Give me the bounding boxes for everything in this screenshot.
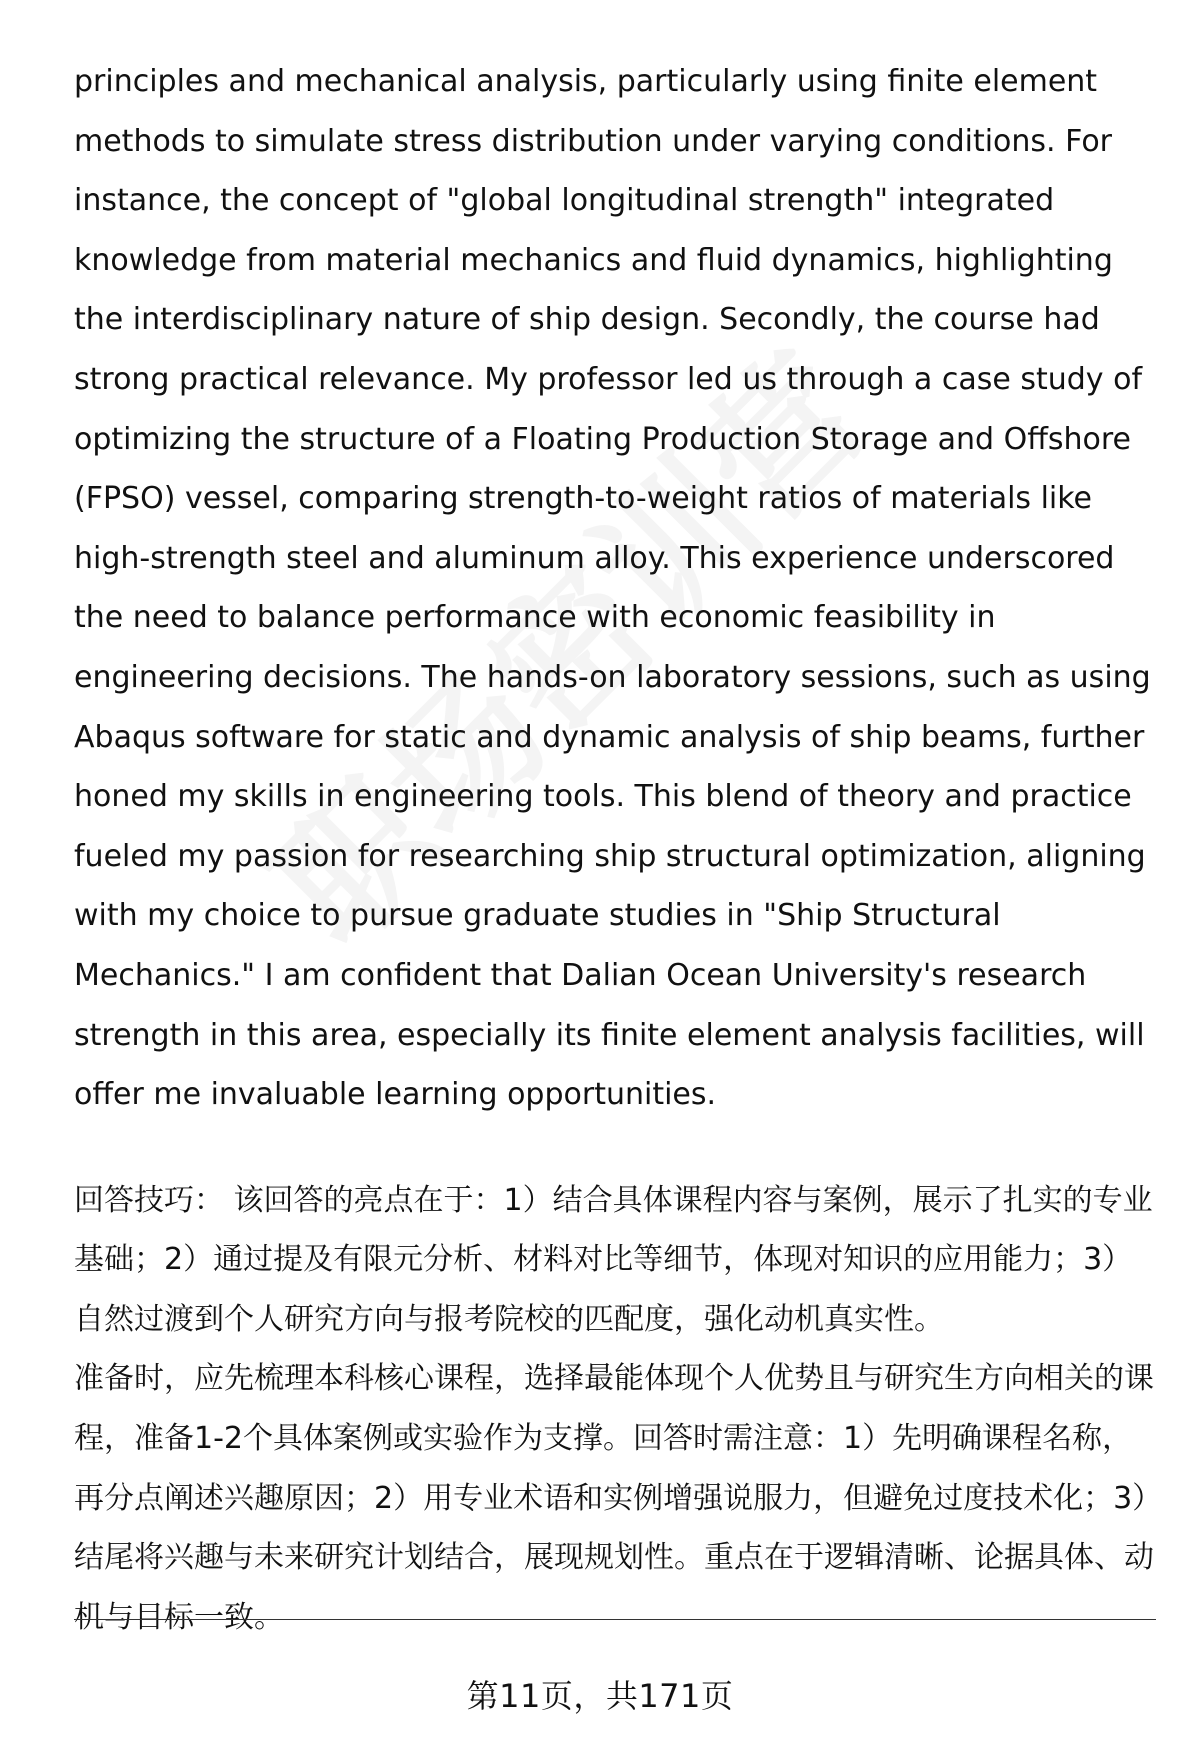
answer-tips-paragraph: 回答技巧： 该回答的亮点在于：1）结合具体课程内容与案例，展示了扎实的专业基础；2）通过提及有限元分析、材料对比等细节，体现对知识的应用能力；3）自然过渡到个人研究方向与报考院校的匹配度，强化动机真实性。 [74, 1182, 1153, 1337]
page-content [74, 52, 1154, 1647]
preparation-advice-paragraph: 准备时，应先梳理本科核心课程，选择最能体现个人优势且与研究生方向相关的课程，准备1-2个具体案例或实验作为支撑。回答时需注意：1）先明确课程名称，再分点阐述兴趣原因；2）用专业术语和实例增强说服力，但避免过度技术化；3）结尾将兴趣与未来研究计划结合，展现规划性。重点在于逻辑清晰、论据具体、动机与目标一致。 [74, 1361, 1154, 1635]
answer-paragraph: principles and mechanical analysis, particularly using finite element methods to simulate stress distribution under varying conditions. For instance, the concept of "global longitudinal strength" integrated knowledge from material mechanics and fluid dynamics, highlighting the interdisciplinary nature of ship design. Secondly, the course had strong practical relevance. My professor led us through a case study of optimizing the structure of a Floating Production Storage and Offshore (FPSO) vessel, comparing strength-to-weight ratios of materials like high-strength steel and aluminum alloy. This experience underscored the need to balance performance with economic feasibility in engineering decisions. The hands-on laboratory sessions, such as using Abaqus software for static and dynamic analysis of ship beams, further honed my skills in engineering tools. This blend of theory and practice fueled my passion for researching ship structural optimization, aligning with my choice to pursue graduate studies in "Ship Structural Mechanics." I am confident that Dalian Ocean University's research strength in this area, especially its finite element analysis facilities, will offer me invaluable learning opportunities. [74, 64, 1151, 1113]
page-number: 第11页，共171页 [466, 1677, 734, 1715]
footer-divider [74, 1619, 1156, 1620]
